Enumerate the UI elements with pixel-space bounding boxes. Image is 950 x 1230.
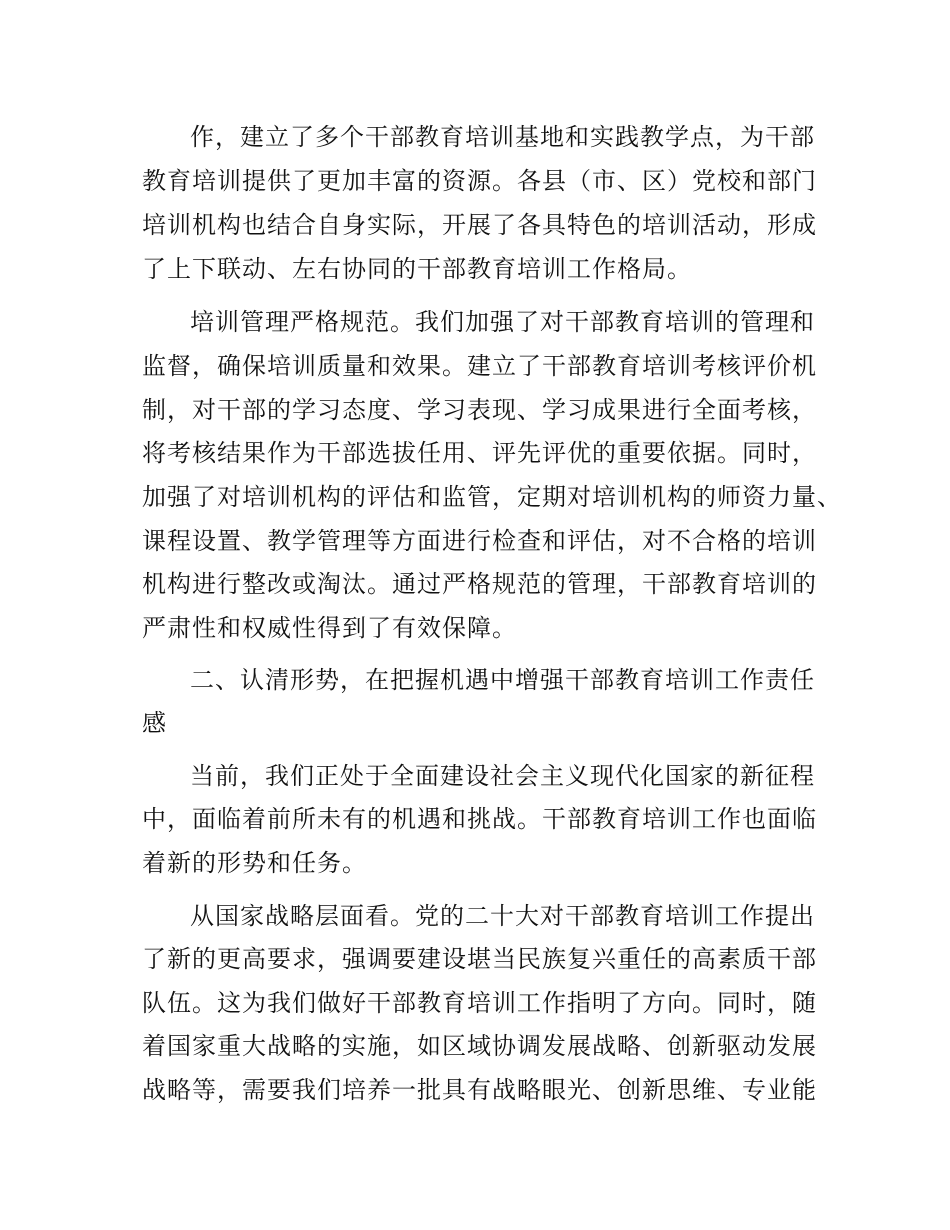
text-line: 当前，我们正处于全面建设社会主义现代化国家的新征程: [190, 762, 815, 790]
text-line: 教育培训提供了更加丰富的资源。各县（市、区）党校和部门: [142, 167, 817, 195]
text-line: 课程设置、教学管理等方面进行检查和评估，对不合格的培训: [142, 527, 817, 555]
text-line: 战略等，需要我们培养一批具有战略眼光、创新思维、专业能: [142, 1076, 817, 1104]
text-line: 中，面临着前所未有的机遇和挑战。干部教育培训工作也面临: [142, 805, 817, 833]
section-heading: 二、认清形势，在把握机遇中增强干部教育培训工作责任: [190, 666, 815, 694]
text-line: 队伍。这为我们做好干部教育培训工作指明了方向。同时，随: [142, 989, 817, 1017]
text-line: 将考核结果作为干部选拔任用、评先评优的重要依据。同时，: [142, 439, 817, 467]
text-line: 培训机构也结合自身实际，开展了各具特色的培训活动，形成: [142, 211, 817, 239]
text-line: 作，建立了多个干部教育培训基地和实践教学点，为干部: [190, 123, 815, 151]
text-line: 加强了对培训机构的评估和监管，定期对培训机构的师资力量、: [142, 483, 842, 511]
text-line: 了上下联动、左右协同的干部教育培训工作格局。: [142, 255, 692, 283]
text-line: 制，对干部的学习态度、学习表现、学习成果进行全面考核，: [142, 396, 817, 424]
text-line: 机构进行整改或淘汰。通过严格规范的管理，干部教育培训的: [142, 570, 817, 598]
text-line: 培训管理严格规范。我们加强了对干部教育培训的管理和: [190, 308, 815, 336]
text-line: 从国家战略层面看。党的二十大对干部教育培训工作提出: [190, 902, 815, 930]
text-line: 监督，确保培训质量和效果。建立了干部教育培训考核评价机: [142, 352, 817, 380]
text-line: 着国家重大战略的实施，如区域协调发展战略、创新驱动发展: [142, 1032, 817, 1060]
text-line: 严肃性和权威性得到了有效保障。: [142, 614, 517, 642]
text-line: 了新的更高要求，强调要建设堪当民族复兴重任的高素质干部: [142, 945, 817, 973]
text-line: 着新的形势和任务。: [142, 849, 367, 877]
section-heading-continuation: 感: [142, 709, 167, 737]
